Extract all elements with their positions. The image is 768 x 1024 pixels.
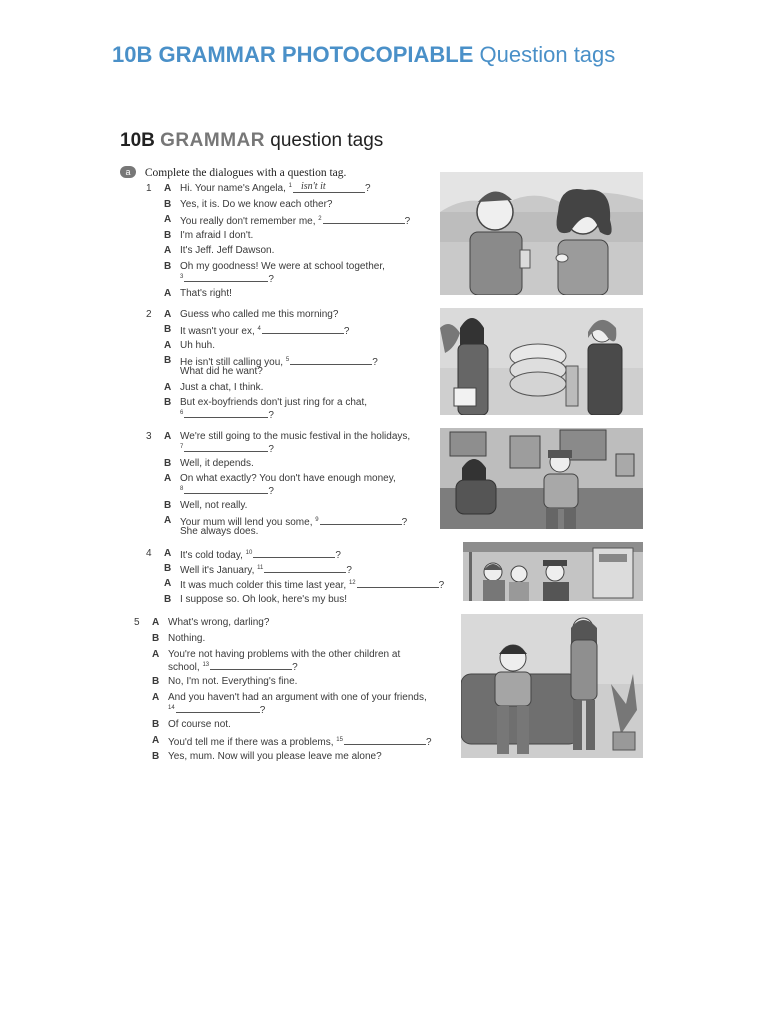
gap-number: 1 bbox=[288, 183, 292, 189]
line-text: Your mum will lend you some, bbox=[180, 517, 316, 528]
speaker-label: B bbox=[164, 458, 172, 469]
gap-number: 8 bbox=[180, 486, 184, 492]
speaker-label: B bbox=[152, 719, 160, 730]
speaker-label: B bbox=[152, 751, 160, 762]
line-text: Well, it depends. bbox=[180, 458, 254, 469]
exercise-instruction bbox=[120, 166, 346, 179]
gap-number: 10 bbox=[245, 550, 253, 556]
speaker-label: B bbox=[164, 500, 172, 511]
line-text: Of course not. bbox=[168, 719, 231, 730]
gap-number: 14 bbox=[168, 705, 175, 711]
line-text: Well, not really. bbox=[180, 500, 248, 511]
line-text: Uh huh. bbox=[180, 340, 216, 351]
dialogue-number: 5 bbox=[134, 617, 140, 628]
question-mark: ? bbox=[404, 216, 411, 227]
line-text: And you haven't had an argument with one of your friends, bbox=[168, 692, 427, 703]
line-text: It was much colder this time last year, bbox=[180, 580, 349, 591]
speaker-label: A bbox=[164, 431, 172, 442]
gap-number: 3 bbox=[180, 274, 184, 280]
speaker-label: B bbox=[164, 199, 172, 210]
speaker-label: A bbox=[164, 214, 172, 225]
line-text: That's right! bbox=[180, 288, 232, 299]
line-text: What did he want? bbox=[180, 366, 263, 377]
gap-number: 4 bbox=[257, 326, 261, 332]
gap-number: 11 bbox=[257, 565, 264, 571]
line-text: Just a chat, I think. bbox=[180, 382, 264, 393]
question-mark: ? bbox=[268, 486, 274, 497]
question-mark: ? bbox=[365, 183, 371, 194]
dialogue-number: 4 bbox=[146, 548, 152, 559]
speaker-label: A bbox=[164, 515, 172, 526]
line-text: Oh my goodness! We were at school together, bbox=[180, 261, 385, 272]
example-answer: isn't it bbox=[301, 181, 326, 192]
speaker-label: A bbox=[152, 735, 160, 746]
line-text: No, I'm not. Everything's fine. bbox=[168, 676, 298, 687]
speaker-label: B bbox=[152, 676, 160, 687]
line-text: Well it's January, bbox=[180, 565, 258, 576]
dialogue-number: 2 bbox=[146, 309, 152, 320]
exercise-badge: a bbox=[120, 166, 136, 178]
illustration-living-room bbox=[440, 428, 643, 529]
line-text: It's cold today, bbox=[180, 550, 246, 561]
line-text: Yes, mum. Now will you please leave me alone? bbox=[168, 751, 382, 762]
question-mark: ? bbox=[268, 410, 274, 421]
line-text: He isn't still calling you, bbox=[180, 357, 286, 368]
question-mark: ? bbox=[438, 580, 445, 591]
answer-gap[interactable] bbox=[184, 272, 268, 282]
speaker-label: A bbox=[164, 183, 172, 194]
line-text: But ex-boyfriends don't just ring for a chat, bbox=[180, 397, 368, 408]
question-mark: ? bbox=[268, 444, 274, 455]
gap-number: 15 bbox=[336, 737, 343, 743]
question-mark: ? bbox=[268, 274, 274, 285]
speaker-label: A bbox=[164, 245, 172, 256]
line-text: It wasn't your ex, bbox=[180, 326, 258, 337]
dialogue-number: 3 bbox=[146, 431, 152, 442]
illustration-bus-stop bbox=[463, 542, 643, 601]
gap-number: 5 bbox=[285, 357, 290, 363]
speaker-label: B bbox=[164, 563, 172, 574]
line-text: What's wrong, darling? bbox=[168, 617, 270, 628]
line-text: Yes, it is. Do we know each other? bbox=[180, 199, 333, 210]
question-mark: ? bbox=[425, 737, 432, 748]
line-text: On what exactly? You don't have enough money, bbox=[180, 473, 396, 484]
worksheet-code: 10B bbox=[120, 130, 155, 151]
answer-gap[interactable] bbox=[290, 355, 372, 365]
speaker-label: B bbox=[164, 397, 172, 408]
illustration-water-cooler bbox=[440, 308, 643, 415]
speaker-label: B bbox=[164, 355, 172, 366]
question-mark: ? bbox=[401, 517, 408, 528]
speaker-label: A bbox=[164, 578, 172, 589]
question-mark: ? bbox=[292, 662, 298, 673]
answer-gap[interactable] bbox=[323, 214, 405, 224]
line-text: You really don't remember me, bbox=[180, 216, 319, 227]
question-mark: ? bbox=[346, 565, 352, 576]
illustration-reunion bbox=[440, 172, 643, 295]
line-text: I'm afraid I don't. bbox=[180, 230, 254, 241]
page-heading bbox=[112, 42, 615, 68]
line-text: We're still going to the music festival in the holidays, bbox=[180, 431, 411, 442]
question-mark: ? bbox=[259, 705, 266, 716]
page-heading-bold: 10B GRAMMAR PHOTOCOPIABLE bbox=[112, 42, 474, 67]
answer-gap[interactable] bbox=[264, 563, 346, 573]
gap-number: 6 bbox=[180, 410, 184, 416]
answer-gap[interactable] bbox=[184, 442, 268, 452]
dialogue-number: 1 bbox=[146, 183, 152, 194]
question-mark: ? bbox=[343, 326, 350, 337]
answer-gap[interactable] bbox=[293, 183, 365, 193]
line-text: Nothing. bbox=[168, 633, 206, 644]
line-text: Guess who called me this morning? bbox=[180, 309, 339, 320]
line-text: She always does. bbox=[180, 526, 259, 537]
speaker-label: A bbox=[152, 649, 160, 660]
gap-number: 7 bbox=[180, 444, 184, 450]
answer-gap[interactable] bbox=[262, 324, 344, 334]
answer-gap[interactable] bbox=[184, 408, 268, 418]
question-mark: ? bbox=[335, 550, 341, 561]
speaker-label: B bbox=[164, 594, 172, 605]
speaker-label: A bbox=[152, 617, 160, 628]
speaker-label: B bbox=[164, 230, 172, 241]
answer-gap[interactable] bbox=[253, 548, 335, 558]
worksheet-title bbox=[120, 130, 383, 152]
worksheet-grammar-label: GRAMMAR bbox=[160, 130, 265, 151]
line-text: It's Jeff. Jeff Dawson. bbox=[180, 245, 275, 256]
speaker-label: A bbox=[164, 473, 172, 484]
line-text: You're not having problems with the other children at bbox=[168, 649, 401, 660]
line-text: Hi. Your name's Angela, bbox=[180, 183, 289, 194]
speaker-label: A bbox=[152, 692, 160, 703]
answer-gap[interactable] bbox=[210, 660, 292, 670]
speaker-label: A bbox=[164, 288, 172, 299]
answer-gap[interactable] bbox=[184, 484, 268, 494]
answer-gap[interactable] bbox=[357, 578, 439, 588]
illustration-mother-and-son bbox=[461, 614, 643, 758]
instruction-text: Complete the dialogues with a question tag. bbox=[144, 167, 347, 179]
answer-gap[interactable] bbox=[176, 703, 260, 713]
gap-number: 13 bbox=[202, 662, 210, 668]
speaker-label: B bbox=[152, 633, 160, 644]
page-heading-rest: Question tags bbox=[479, 42, 616, 67]
speaker-label: B bbox=[164, 261, 172, 272]
line-text: I suppose so. Oh look, here's my bus! bbox=[180, 594, 347, 605]
worksheet-topic: question tags bbox=[270, 130, 384, 151]
speaker-label: A bbox=[164, 548, 172, 559]
line-text: You'd tell me if there was a problems, bbox=[168, 737, 337, 748]
speaker-label: A bbox=[164, 340, 172, 351]
gap-number: 2 bbox=[318, 216, 322, 222]
speaker-label: B bbox=[164, 324, 172, 335]
answer-gap[interactable] bbox=[344, 735, 426, 745]
speaker-label: A bbox=[164, 382, 172, 393]
line-text: school, bbox=[168, 662, 203, 673]
gap-number: 12 bbox=[348, 580, 356, 586]
speaker-label: A bbox=[164, 309, 172, 320]
answer-gap[interactable] bbox=[320, 515, 402, 525]
gap-number: 9 bbox=[315, 517, 319, 523]
question-mark: ? bbox=[372, 357, 378, 368]
